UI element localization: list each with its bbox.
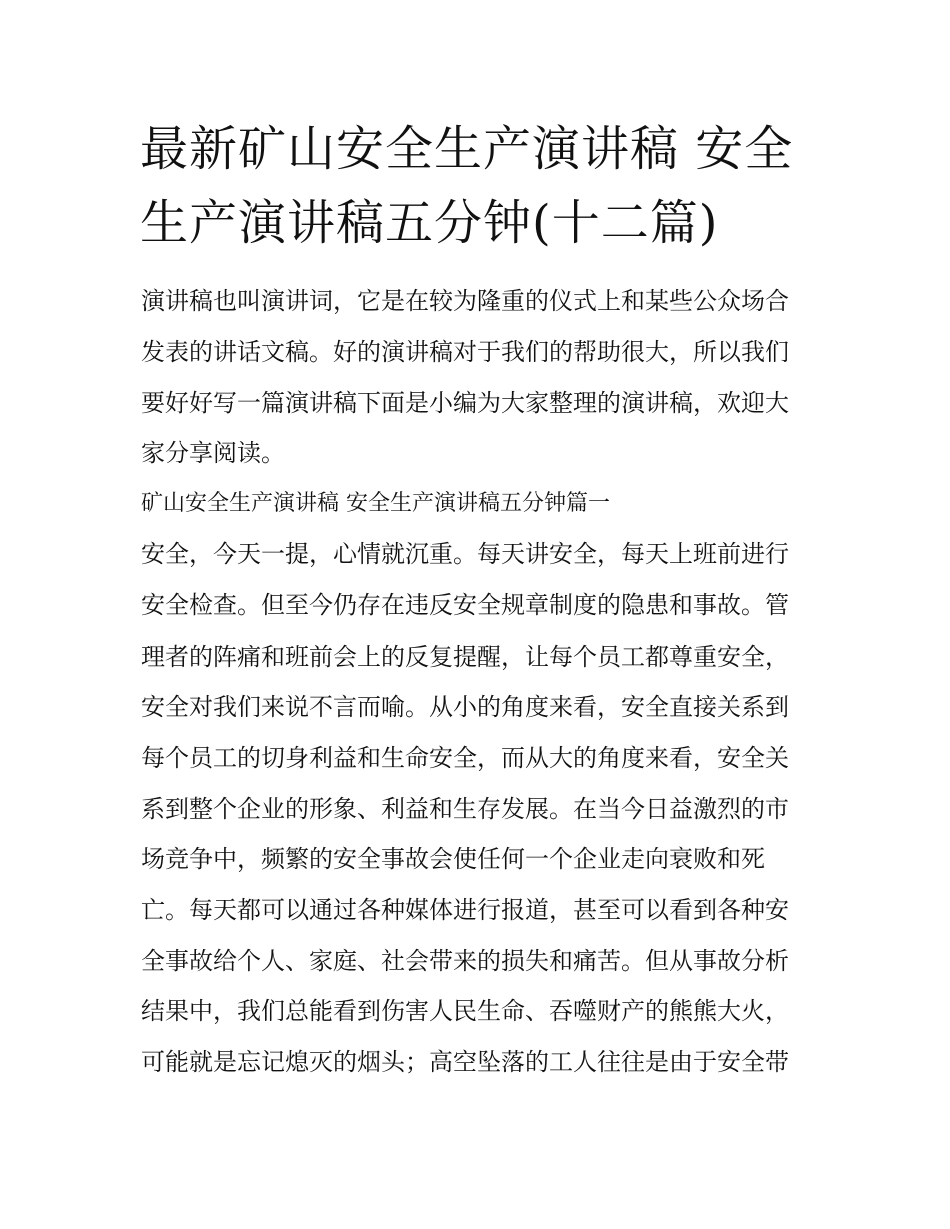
body-line-11: 可能就是忘记熄灭的烟头；高空坠落的工人往往是由于安全带 (141, 1048, 789, 1076)
section-heading: 矿山安全生产演讲稿 安全生产演讲稿五分钟篇一 (141, 491, 610, 516)
body-line-8: 亡。每天都可以通过各种媒体进行报道，甚至可以看到各种安 (141, 896, 789, 924)
body-line-10: 结果中，我们总能看到伤害人民生命、吞噬财产的熊熊大火， (141, 997, 789, 1025)
intro-line-4: 家分享阅读。 (141, 439, 285, 467)
body-line-4: 安全对我们来说不言而喻。从小的角度来看，安全直接关系到 (141, 693, 789, 721)
body-line-9: 全事故给个人、家庭、社会带来的损失和痛苦。但从事故分析 (141, 947, 789, 975)
body-line-7: 场竞争中，频繁的安全事故会使任何一个企业走向衰败和死 (141, 845, 765, 873)
body-line-2: 安全检查。但至今仍存在违反安全规章制度的隐患和事故。管 (141, 591, 789, 619)
body-line-1: 安全，今天一提，心情就沉重。每天讲安全，每天上班前进行 (141, 540, 789, 568)
body-line-3: 理者的阵痛和班前会上的反复提醒，让每个员工都尊重安全， (141, 643, 789, 671)
intro-line-3: 要好好写一篇演讲稿下面是小编为大家整理的演讲稿，欢迎大 (141, 389, 789, 417)
body-line-5: 每个员工的切身利益和生命安全，而从大的角度来看，安全关 (141, 744, 789, 772)
body-line-6: 系到整个企业的形象、利益和生存发展。在当今日益激烈的市 (141, 795, 789, 823)
intro-line-2: 发表的讲话文稿。好的演讲稿对于我们的帮助很大，所以我们 (141, 338, 789, 366)
document-title: 最新矿山安全生产演讲稿 安全生产演讲稿五分钟(十二篇) (140, 121, 794, 251)
intro-line-1: 演讲稿也叫演讲词，它是在较为隆重的仪式上和某些公众场合 (141, 287, 789, 315)
